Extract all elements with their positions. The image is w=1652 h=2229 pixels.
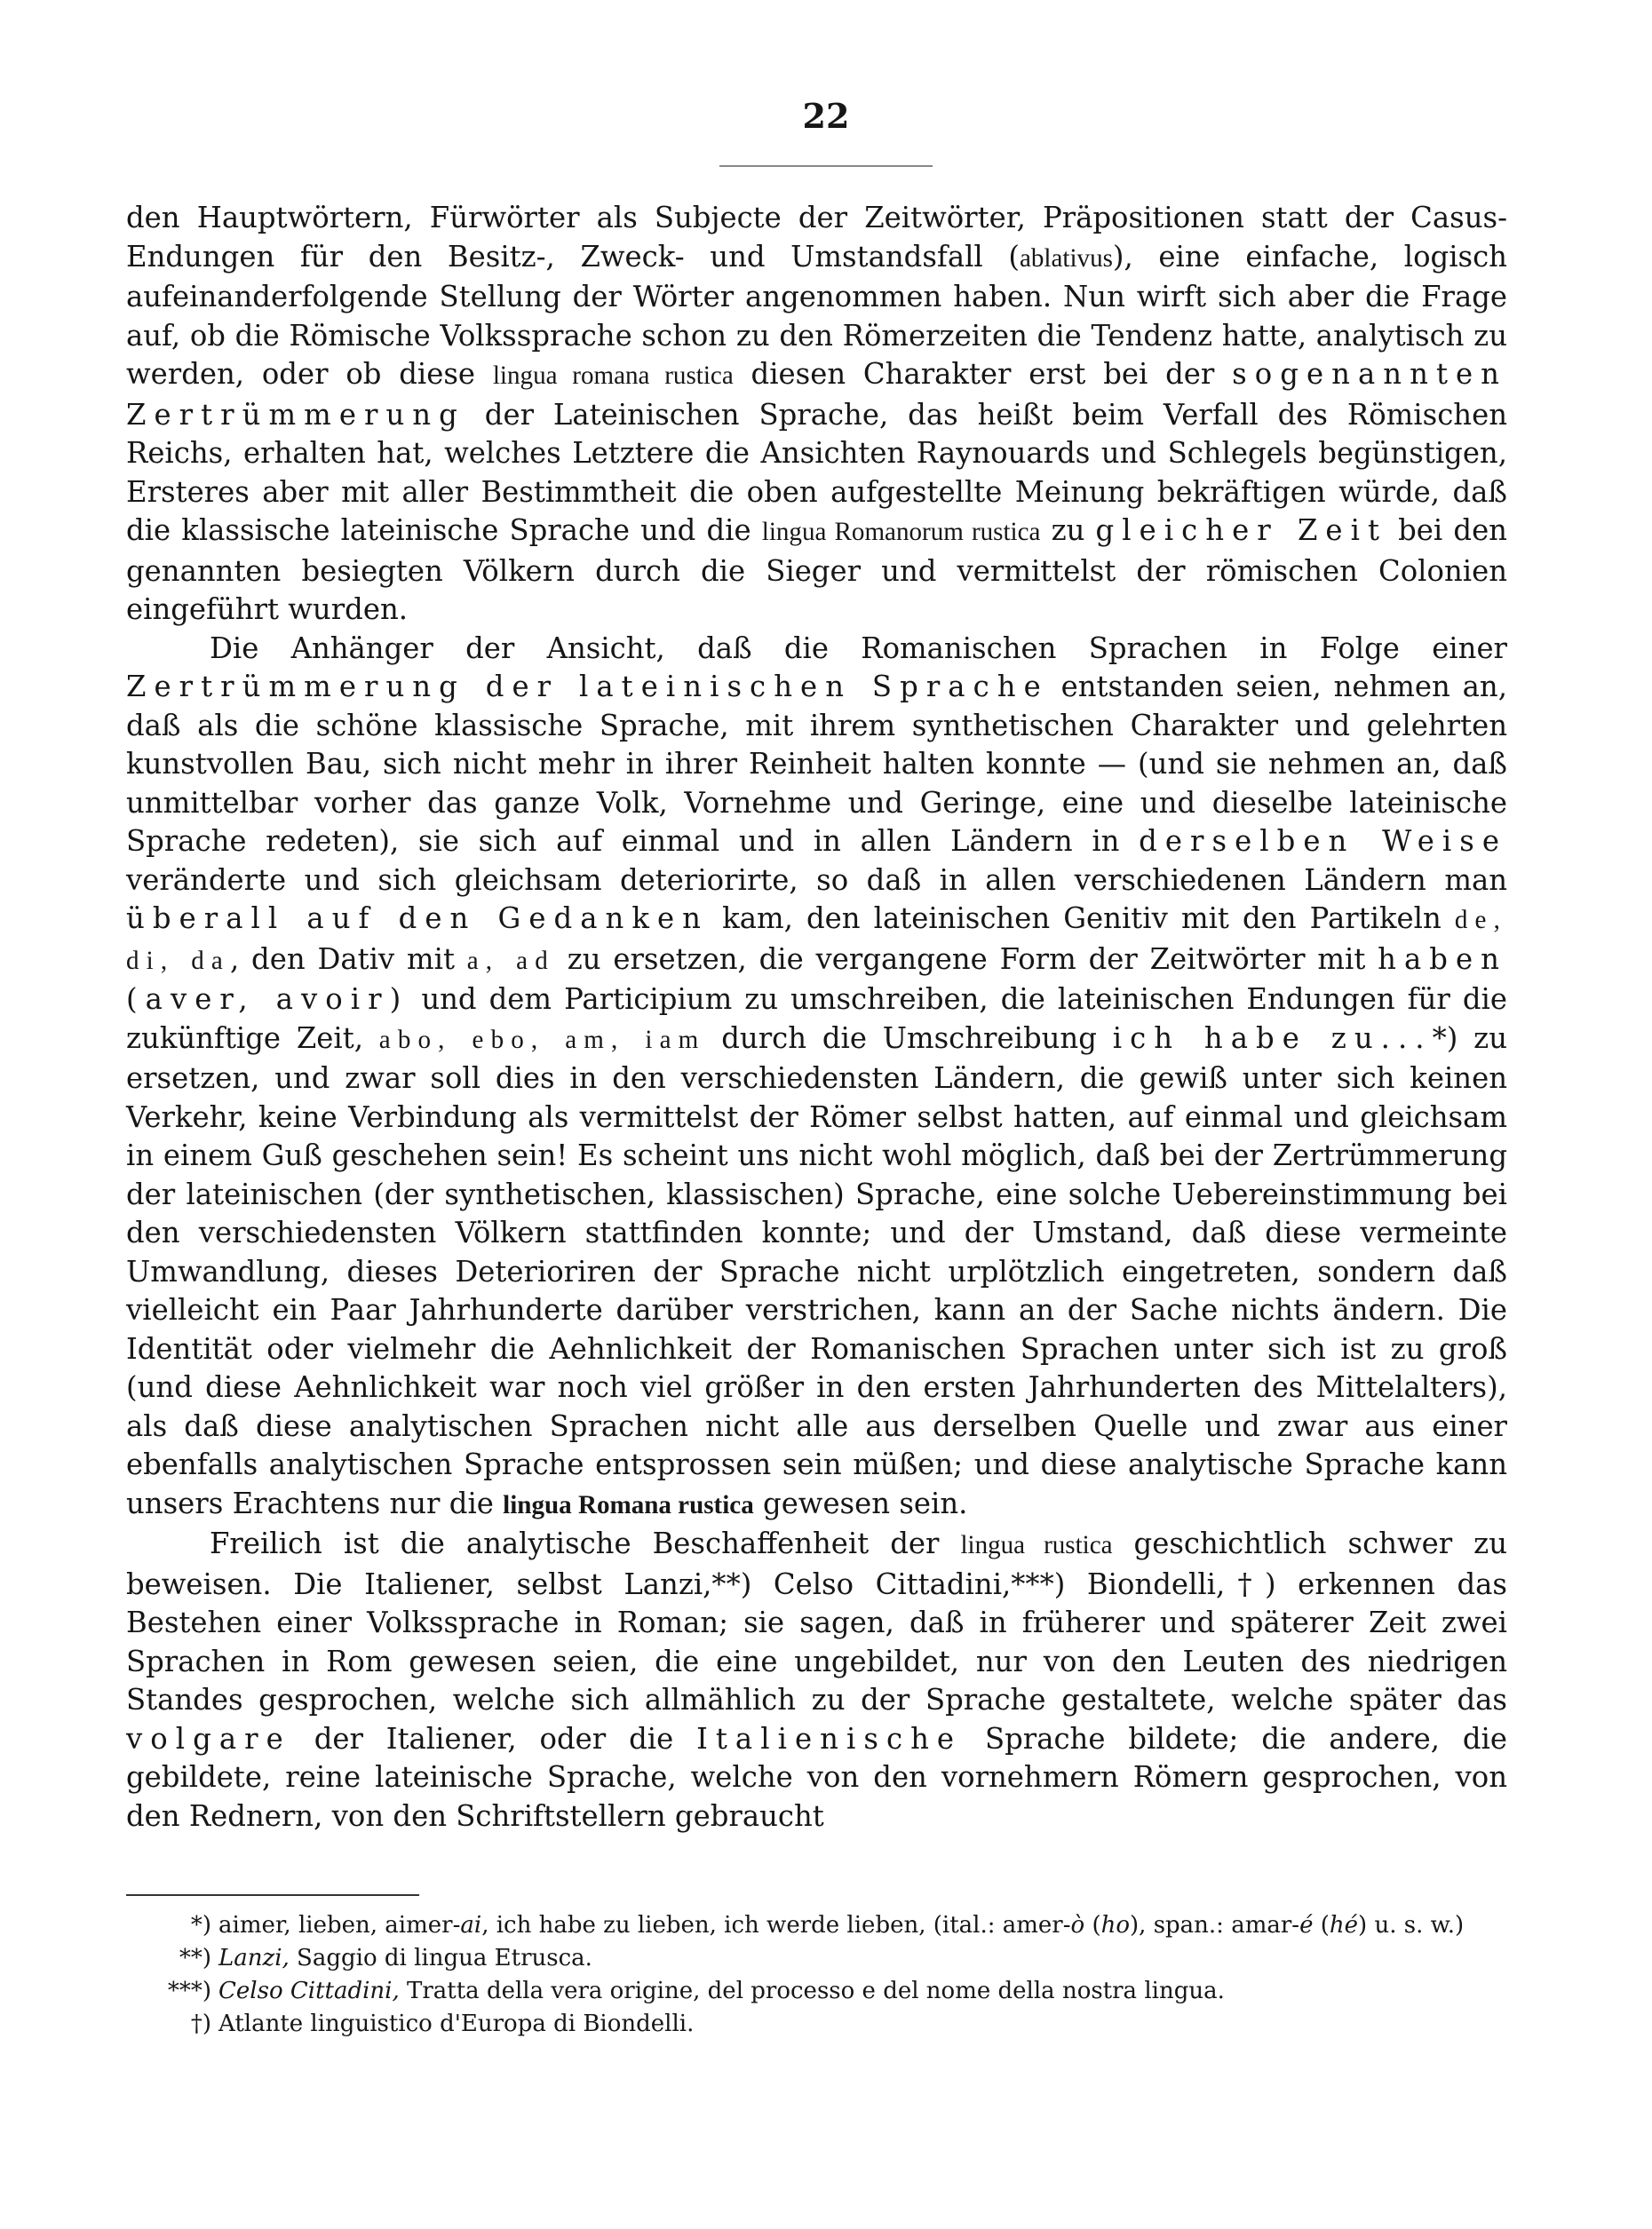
footnote-3: [133, 1975, 1501, 2008]
footnote-title: Tratta della vera origine, del processo e del nome della nostra lingua.: [399, 1978, 1225, 2004]
footnote-rule: [126, 1894, 419, 1896]
spaced-emphasis: gleicher Zeit: [1095, 513, 1387, 547]
footnotes: [133, 1909, 1501, 2041]
spaced-emphasis: Zertrümmerung der lateinischen Sprache: [126, 670, 1049, 703]
footnote-mark: **): [179, 1945, 211, 1971]
spaced-emphasis: ich habe zu...: [1112, 1020, 1433, 1055]
footnote-mark: ***): [167, 1978, 211, 2004]
footnote-4: [133, 2008, 1501, 2041]
footnote-mark: *): [190, 1912, 211, 1939]
footnote-title: Saggio di lingua Etrusca.: [289, 1945, 592, 1971]
spaced-emphasis: sogenannten Zertrümmerung: [126, 357, 1507, 432]
footnote-mark: †): [190, 2011, 211, 2037]
spaced-latin: a, ad: [466, 946, 555, 975]
paragraph-1: den Hauptwörtern, Fürwörter als Subjecte der Zeitwörter, Präpositionen statt der Casus-Endungen für den Besitz-, Zweck- und Umstandsfall (ablativus), eine einfache, logisch aufeinanderfolgende Stellung der Wörter angenommen haben. Nun wirft sich aber die Frage auf, ob die Römische Volkssprache schon zu den Römerzeiten die Tendenz hatte, analytisch zu werden, oder ob diese lingua romana rustica diesen Charakter erst bei der sogenannten Zertrümmerung der Lateinischen Sprache, das heißt beim Verfall des Römischen Reichs, erhalten hat, welches Letztere die Ansichten Raynouards und Schlegels begünstigen, Ersteres aber mit aller Bestimmtheit die oben aufgestellte Meinung bekräftigen würde, daß die klassische lateinische Sprache und die lingua Romanorum rustica zu gleicher Zeit bei den genannten besiegten Völkern durch die Sieger und vermittelst der römischen Colonien eingeführt wurden.: [126, 201, 1507, 626]
footnote-text: Atlante linguistico d'Europa di Biondelli.: [218, 2011, 695, 2037]
footnote-2: [133, 1942, 1501, 1975]
spaced-emphasis: überall auf den Gedanken: [126, 901, 710, 935]
footnote-author: Celso Cittadini,: [218, 1978, 400, 2004]
body-text: [126, 199, 1507, 1836]
footnote-author: Lanzi,: [218, 1945, 290, 1971]
footnote-1: *) aimer, lieben, aimer-ai, ich habe zu lieben, ich werde lieben, (ital.: amer-ò (ho), span.: amar-é (hé) u. s. w.): [133, 1909, 1501, 1942]
paragraph-2: Die Anhänger der Ansicht, daß die Romanischen Sprachen in Folge einer Zertrümmerung der lateinischen Sprache entstanden seien, nehmen an, daß als die schöne klassische Sprache, mit ihrem synthetischen Charakter und gelehrten kunstvollen Bau, sich nicht mehr in ihrer Reinheit halten konnte — (und sie nehmen an, daß unmittelbar vorher das ganze Volk, Vornehme und Geringe, eine und dieselbe lateinische Sprache redeten), sie sich auf einmal und in allen Ländern in derselben Weise veränderte und sich gleichsam deteriorirte, so daß in allen verschiedenen Ländern man überall auf den Gedanken kam, den lateinischen Genitiv mit den Partikeln de, di, da, den Dativ mit a, ad zu ersetzen, die vergangene Form der Zeitwörter mit haben (aver, avoir) und dem Participium zu umschreiben, die lateinischen Endungen für die zukünftige Zeit, abo, ebo, am, iam durch die Umschreibung ich habe zu...*) zu ersetzen, und zwar soll dies in den verschiedensten Ländern, die gewiß unter sich keinen Verkehr, keine Verbindung als vermittelst der Römer selbst hatten, auf einmal und gleichsam in einem Guß geschehen sein! Es scheint uns nicht wohl möglich, daß bei der Zertrümmerung der lateinischen (der synthetischen, klassischen) Sprache, eine solche Uebereinstimmung bei den verschiedensten Völkern stattfinden konnte; und der Umstand, daß diese vermeinte Umwandlung, dieses Deterioriren der Sprache nicht urplötzlich eingetreten, sondern daß vielleicht ein Paar Jahrhunderte darüber verstrichen, kann an der Sache nichts ändern. Die Identität oder vielmehr die Aehnlichkeit der Romanischen Sprachen unter sich ist zu groß (und diese Aehnlichkeit war noch viel größer in den ersten Jahrhunderten des Mittelalters), als daß diese analytischen Sprachen nicht alle aus derselben Quelle und zwar aus einer ebenfalls analytischen Sprache entsprossen sein müßen; und diese analytische Sprache kann unsers Erachtens nur die lingua Romana rustica gewesen sein.: [126, 631, 1508, 1520]
spaced-latin: de, di, da: [126, 906, 1507, 975]
spaced-emphasis: haben (aver, avoir): [126, 941, 1507, 1016]
spaced-emphasis: Italienische: [696, 1721, 963, 1756]
spaced-emphasis: volgare: [126, 1721, 291, 1756]
header-rule: [719, 165, 933, 167]
paragraph-3: Freilich ist die analytische Beschaffenheit der lingua rustica geschichtlich schwer zu beweisen. Die Italiener, selbst Lanzi,**) Celso Cittadini,***) Biondelli,†) erkennen das Bestehen einer Volkssprache in Roman; sie sagen, daß in früherer und späterer Zeit zwei Sprachen in Rom gewesen seien, die eine ungebildet, nur von den Leuten des niedrigen Standes gesprochen, welche sich allmählich zu der Sprache gestaltete, welche später das volgare der Italiener, oder die Italienische Sprache bildete; die andere, die gebildete, reine lateinische Sprache, welche von den vornehmern Römern gesprochen, von den Rednern, von den Schriftstellern gebraucht: [126, 1527, 1507, 1833]
bold-latin: lingua Romana rustica: [503, 1490, 754, 1519]
spaced-emphasis: derselben Weise: [1139, 824, 1508, 858]
page-number: 22: [802, 96, 850, 136]
spaced-latin: abo, ebo, am, iam: [378, 1025, 706, 1054]
